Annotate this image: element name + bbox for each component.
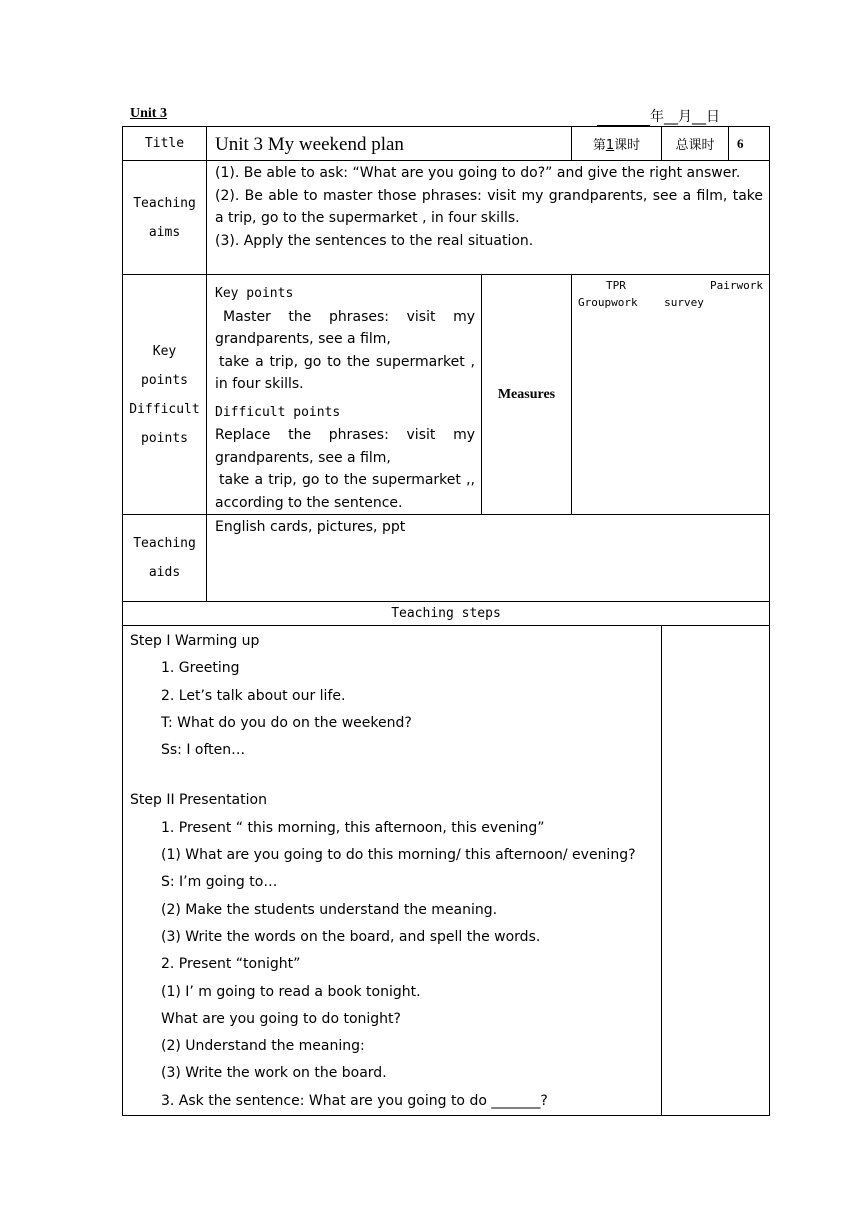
aids-label-line1: Teaching [133,536,196,551]
step-line: (2) Understand the meaning: [161,1038,365,1055]
aids-row [123,515,770,602]
key-points-text2: take a trip, go to the supermarket , in four skills. [215,353,475,392]
aims-content [207,161,770,275]
points-row [123,275,770,515]
step-line: 1. Present “ this morning, this afternoon, this evening” [161,819,545,836]
step-line: 3. Ask the sentence: What are you going to do _______? [161,1092,548,1109]
lesson-number: 1 [605,138,615,153]
difficult-points-heading: Difficult points [215,404,341,420]
aims-row [123,161,770,275]
aim-item: (1). Be able to ask: “What are you going to do?” and give the right answer. [215,165,741,181]
date-label [597,106,720,126]
methods-row2 [578,294,763,311]
step-line: (1) I’ m going to read a book tonight. [161,983,421,1000]
steps-content [123,626,662,1116]
step-line: 1. Greeting [161,660,240,677]
step-line: Ss: I often… [161,742,246,759]
method-groupwork: Groupwork [578,296,638,309]
step-line: What are you going to do tonight? [161,1010,401,1027]
aims-label-line1: Teaching [133,195,196,211]
steps-row [123,626,770,1116]
date-blank [597,109,650,126]
aids-content: English cards, pictures, ppt [207,515,770,602]
lesson-prefix: 第 [592,138,606,153]
step-line: S: I’m going to… [161,874,278,891]
methods-row1 [578,277,763,294]
step-line: (1) What are you going to do this morning/ this afternoon/ evening? [161,847,636,864]
unit-label: Unit 3 [130,106,167,121]
step-line: 2. Let’s talk about our life. [161,687,346,704]
lesson-suffix: 课时 [614,138,641,153]
step-line [130,764,661,787]
steps-notes-column [662,626,770,1116]
aids-label-line2: aids [148,565,181,580]
lesson-number-cell [572,127,662,161]
step-line: Step I Warming up [130,633,260,649]
aims-label-line2: aims [148,224,181,240]
difficult-points-text2: take a trip, go to the supermarket ,, according to the sentence. [215,472,475,511]
title-row [123,127,770,161]
measures-label: Measures [482,275,572,515]
step-line: 2. Present “tonight” [161,956,301,973]
step-line: (3) Write the words on the board, and spell the words. [161,928,541,945]
key-points-heading: Key points [215,286,294,301]
page-header [128,106,768,126]
points-label [123,275,207,515]
lesson-plan-table [122,126,770,1116]
method-survey: survey [664,296,704,309]
step-line: T: What do you do on the weekend? [161,714,412,731]
total-lessons-value: 6 [729,127,770,161]
aim-item: (3). Apply the sentences to the real situation. [215,232,534,249]
steps-heading: Teaching steps [123,602,770,626]
step-line: Step II Presentation [130,792,267,809]
aims-label [123,161,207,275]
method-tpr: TPR [606,279,626,292]
aim-item: (2). Be able to master those phrases: visit my grandparents, see a film, take a trip, go to the supermarket , in four skills. [215,187,763,226]
title-label: Title [123,127,207,161]
aids-label [123,515,207,602]
lesson-title: Unit 3 My weekend plan [207,127,572,161]
points-content [207,275,482,515]
step-line: (2) Make the students understand the meaning. [161,901,498,918]
total-lessons-label: 总课时 [662,127,729,161]
points-label-line: points [141,430,188,446]
points-label-line: Key [152,343,177,359]
difficult-points-text: Replace the phrases: visit my grandparents, see a film, [215,427,475,466]
date-suffix: 年__月__日 [650,109,720,125]
key-points-text: Master the phrases: visit my grandparents, see a film, [215,308,475,347]
method-pairwork: Pairwork [710,279,763,292]
methods-cell [572,275,770,515]
points-label-line: points [141,372,188,388]
steps-heading-row [123,602,770,626]
step-line: (3) Write the work on the board. [161,1065,387,1082]
points-label-line: Difficult [129,401,200,417]
